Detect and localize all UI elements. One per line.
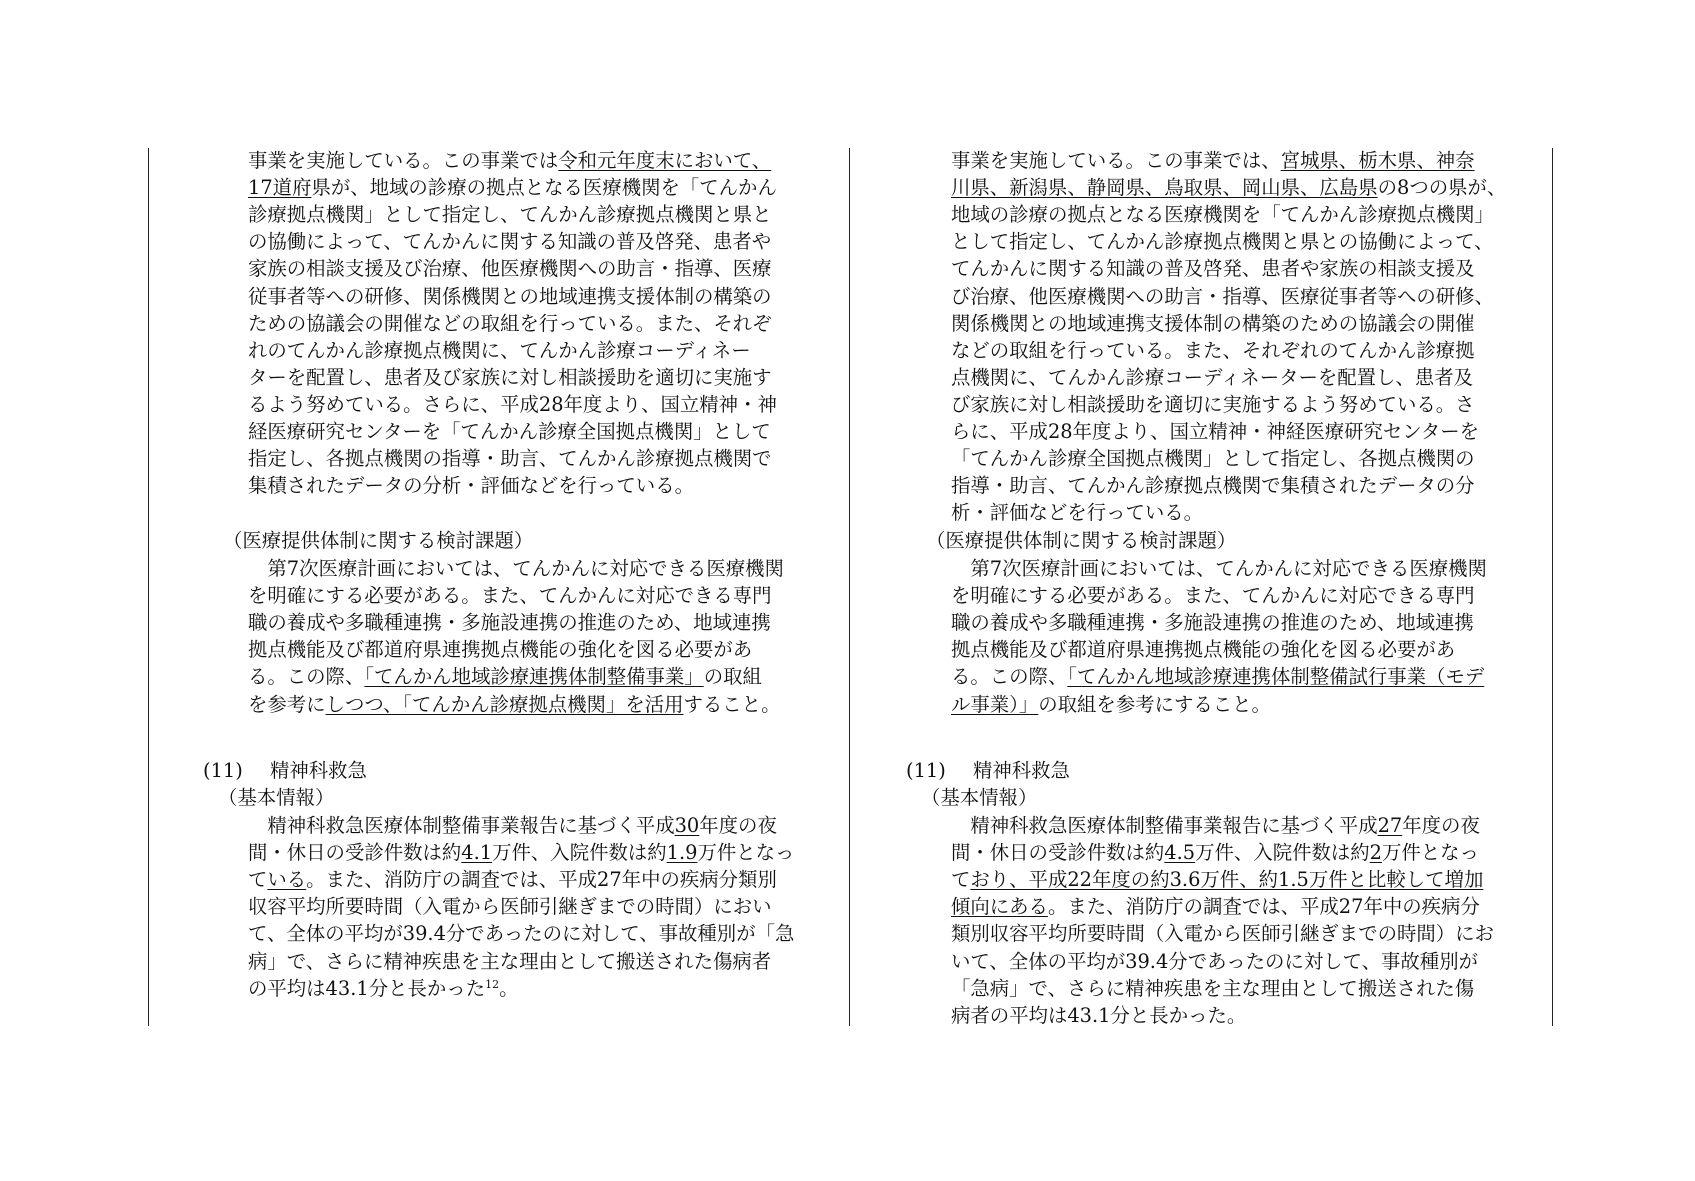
underlined-revision-text: 宮城県、栃木県、神奈 <box>1280 149 1475 172</box>
text-segment: を参考に <box>248 693 326 716</box>
section-number: (11) <box>906 759 946 782</box>
underlined-revision-text: おり、平成22年度の約3.6万件、約1.5万件と比較して増加 <box>970 868 1484 891</box>
para2-line <box>951 691 1543 718</box>
text-segment: 事業を実施している。この事業では <box>248 149 559 172</box>
para1-line <box>248 418 838 445</box>
text-segment: 病」で、さらに精神疾患を主な理由として搬送された傷病者 <box>248 950 772 973</box>
para1-line <box>248 174 838 201</box>
text-segment: 診療拠点機関」として指定し、てんかん診療拠点機関と県と <box>248 203 772 226</box>
para1-line <box>248 147 838 174</box>
text-segment: 間・休日の受診件数は約 <box>951 841 1165 864</box>
para1-line <box>951 283 1543 310</box>
text-segment: 万件となっ <box>697 841 795 864</box>
text-segment: 精神科救急医療体制整備事業報告に基づく平成 <box>248 814 675 837</box>
para1-line <box>951 174 1543 201</box>
text-segment: 指導・助言、てんかん診療拠点機関で集積されたデータの分 <box>951 474 1475 497</box>
text-segment: 点機関に、てんかん診療コーディネーターを配置し、患者及 <box>951 366 1473 389</box>
para1-line <box>248 201 838 228</box>
footnote-reference: 12 <box>485 978 500 991</box>
issues-heading: （医療提供体制に関する検討課題） <box>223 529 534 552</box>
para2-line <box>248 555 838 582</box>
text-segment: の協働によって、てんかんに関する知識の普及啓発、患者や <box>248 230 772 253</box>
para1-line <box>248 255 838 282</box>
para2-line <box>951 609 1543 636</box>
text-segment: を明確にする必要がある。また、てんかんに対応できる専門 <box>248 584 772 607</box>
para1-line <box>951 364 1543 391</box>
para1-line <box>951 201 1543 228</box>
section-number: (11) <box>203 759 243 782</box>
text-segment: て、全体の平均が39.4分であったのに対して、事故種別が「急 <box>248 922 795 945</box>
text-segment: 。また、消防庁の調査では、平成27年中の疾病分類別 <box>306 868 777 891</box>
text-segment: の取組 <box>703 665 762 688</box>
text-segment: 集積されたデータの分析・評価などを行っている。 <box>248 474 694 497</box>
para3-line <box>951 975 1543 1002</box>
underlined-revision-text: 「てんかん地域診療連携体制整備試行事業（モデ <box>1067 665 1485 688</box>
left-column-rule <box>148 148 149 1026</box>
para3-line <box>951 920 1543 947</box>
underlined-revision-text: 川県、新潟県、静岡県、鳥取県、岡山県、広島県 <box>951 176 1378 199</box>
center-column-rule <box>849 148 850 1026</box>
underlined-revision-text: 4.5 <box>1164 841 1196 864</box>
basic-info-heading: （基本情報） <box>921 786 1038 809</box>
para1-line <box>951 255 1543 282</box>
para3-line <box>951 839 1543 866</box>
text-segment: の取組を参考にすること。 <box>1038 693 1271 716</box>
text-segment: 指定し、各拠点機関の指導・助言、てんかん診療拠点機関で <box>248 447 772 470</box>
text-segment: 家族の相談支援及び治療、他医療機関への助言・指導、医療 <box>248 257 772 280</box>
text-segment: 職の養成や多職種連携・多施設連携の推進のため、地域連携 <box>951 611 1474 634</box>
text-segment: 「てんかん診療全国拠点機関」として指定し、各拠点機関の <box>951 447 1475 470</box>
para3-line <box>248 893 838 920</box>
para1-line <box>248 445 838 472</box>
section-title: 精神科救急 <box>270 759 367 782</box>
para3-line <box>951 893 1543 920</box>
para3-line <box>248 948 838 975</box>
para1-line <box>248 310 838 337</box>
right-column-rule <box>1552 148 1553 1026</box>
para2-line <box>951 636 1543 663</box>
underlined-revision-text: しつつ、「てんかん診療拠点機関」を活用 <box>325 693 684 716</box>
para2-line <box>248 636 838 663</box>
para3-line <box>248 975 838 1002</box>
text-segment: 万件、入院件数は約 <box>492 841 667 864</box>
text-segment: て <box>951 868 971 891</box>
para3-line <box>951 812 1543 839</box>
text-segment: 病者の平均は43.1分と長かった。 <box>951 1004 1247 1027</box>
text-segment: 拠点機能及び都道府県連携拠点機能の強化を図る必要があ <box>248 638 753 661</box>
text-segment: 県が、地域の診療の拠点となる医療機関を「てんかん <box>311 176 777 199</box>
para2-line <box>248 609 838 636</box>
underlined-revision-text: いる <box>267 868 307 891</box>
section-title: 精神科救急 <box>973 759 1070 782</box>
para2-line <box>951 555 1543 582</box>
text-segment: び家族に対し相談援助を適切に実施するよう努めている。さ <box>951 393 1475 416</box>
text-segment: 類別収容平均所要時間（入電から医師引継ぎまでの時間）にお <box>951 922 1494 945</box>
text-segment: などの取組を行っている。また、それぞれのてんかん診療拠 <box>951 339 1475 362</box>
para1-line <box>951 472 1543 499</box>
text-segment: 精神科救急医療体制整備事業報告に基づく平成 <box>951 814 1378 837</box>
text-segment: 年度の夜 <box>1402 814 1480 837</box>
text-segment: 「急病」で、さらに精神疾患を主な理由として搬送された傷 <box>951 977 1475 1000</box>
text-segment: び治療、他医療機関への助言・指導、医療従事者等への研修、 <box>951 285 1494 308</box>
text-segment: 職の養成や多職種連携・多施設連携の推進のため、地域連携 <box>248 611 771 634</box>
para3-line <box>248 920 838 947</box>
para1-line <box>951 337 1543 364</box>
underlined-revision-text: 傾向にある <box>951 895 1048 918</box>
para1-line <box>951 391 1543 418</box>
para1-line <box>248 283 838 310</box>
underlined-revision-text: 27 <box>1377 814 1403 837</box>
text-segment: 析・評価などを行っている。 <box>951 501 1204 524</box>
para3-line <box>248 866 838 893</box>
underlined-revision-text: 令和元年度末において、 <box>558 149 772 172</box>
text-segment: 年度の夜 <box>699 814 777 837</box>
text-segment: 従事者等への研修、関係機関との地域連携支援体制の構築の <box>248 285 772 308</box>
text-segment: すること。 <box>683 693 781 716</box>
para1-line <box>248 364 838 391</box>
issues-heading: （医療提供体制に関する検討課題） <box>926 529 1237 552</box>
text-segment: る。この際、 <box>951 665 1068 688</box>
underlined-revision-text: 1.9 <box>666 841 698 864</box>
para2-line <box>248 663 838 690</box>
para3-line <box>951 948 1543 975</box>
text-segment: を明確にする必要がある。また、てんかんに対応できる専門 <box>951 584 1475 607</box>
para1-line <box>951 310 1543 337</box>
underlined-revision-text: 17道府 <box>248 176 312 199</box>
para1-line <box>248 337 838 364</box>
text-segment: て <box>248 868 268 891</box>
para3-line <box>248 839 838 866</box>
text-segment: るよう努めている。さらに、平成28年度より、国立精神・神 <box>248 393 777 416</box>
text-segment: 万件、入院件数は約 <box>1195 841 1370 864</box>
text-segment: 地域の診療の拠点となる医療機関を「てんかん診療拠点機関」 <box>951 203 1494 226</box>
underlined-revision-text: 30 <box>674 814 700 837</box>
para1-line <box>951 445 1543 472</box>
text-segment: 。また、消防庁の調査では、平成27年中の疾病分 <box>1047 895 1480 918</box>
para1-line <box>951 147 1543 174</box>
para3-line <box>951 866 1543 893</box>
para2-line <box>951 582 1543 609</box>
text-segment: 。 <box>499 977 519 1000</box>
text-segment: る。この際、 <box>248 665 365 688</box>
para3-line <box>248 812 838 839</box>
para1-line <box>248 472 838 499</box>
para1-line <box>248 228 838 255</box>
text-segment: の平均は43.1分と長かった <box>248 977 486 1000</box>
text-segment: らに、平成28年度より、国立精神・神経医療研究センターを <box>951 420 1480 443</box>
text-segment: 万件となっ <box>1382 841 1479 864</box>
basic-info-heading: （基本情報） <box>218 786 335 809</box>
text-segment: 事業を実施している。この事業では、 <box>951 149 1281 172</box>
text-segment: いて、全体の平均が39.4分であったのに対して、事故種別が <box>951 950 1478 973</box>
text-segment: 収容平均所要時間（入電から医師引継ぎまでの時間）におい <box>248 895 772 918</box>
text-segment: 第7次医療計画においては、てんかんに対応できる医療機関 <box>951 557 1487 580</box>
underlined-revision-text: 2 <box>1369 841 1382 864</box>
text-segment: ターを配置し、患者及び家族に対し相談援助を適切に実施す <box>248 366 772 389</box>
text-segment: 第7次医療計画においては、てんかんに対応できる医療機関 <box>248 557 784 580</box>
text-segment: 拠点機能及び都道府県連携拠点機能の強化を図る必要があ <box>951 638 1456 661</box>
para1-line <box>951 418 1543 445</box>
para2-line <box>248 691 838 718</box>
para1-line <box>951 499 1543 526</box>
underlined-revision-text: ル事業）」 <box>951 693 1039 716</box>
text-segment: 関係機関との地域連携支援体制の構築のための協議会の開催 <box>951 312 1475 335</box>
text-segment: 経医療研究センターを「てんかん診療全国拠点機関」として <box>248 420 771 443</box>
para2-line <box>248 582 838 609</box>
text-segment: の8つの県が、 <box>1377 176 1507 199</box>
underlined-revision-text: 4.1 <box>461 841 493 864</box>
text-segment: ための協議会の開催などの取組を行っている。また、それぞ <box>248 312 772 335</box>
text-segment: れのてんかん診療拠点機関に、てんかん診療コーディネー <box>248 339 751 362</box>
para3-line <box>951 1002 1543 1029</box>
para1-line <box>951 228 1543 255</box>
para1-line <box>248 391 838 418</box>
para2-line <box>951 663 1543 690</box>
text-segment: てんかんに関する知識の普及啓発、患者や家族の相談支援及 <box>951 257 1475 280</box>
text-segment: 間・休日の受診件数は約 <box>248 841 462 864</box>
text-segment: として指定し、てんかん診療拠点機関と県との協働によって、 <box>951 230 1494 253</box>
underlined-revision-text: 「てんかん地域診療連携体制整備事業」 <box>364 665 704 688</box>
